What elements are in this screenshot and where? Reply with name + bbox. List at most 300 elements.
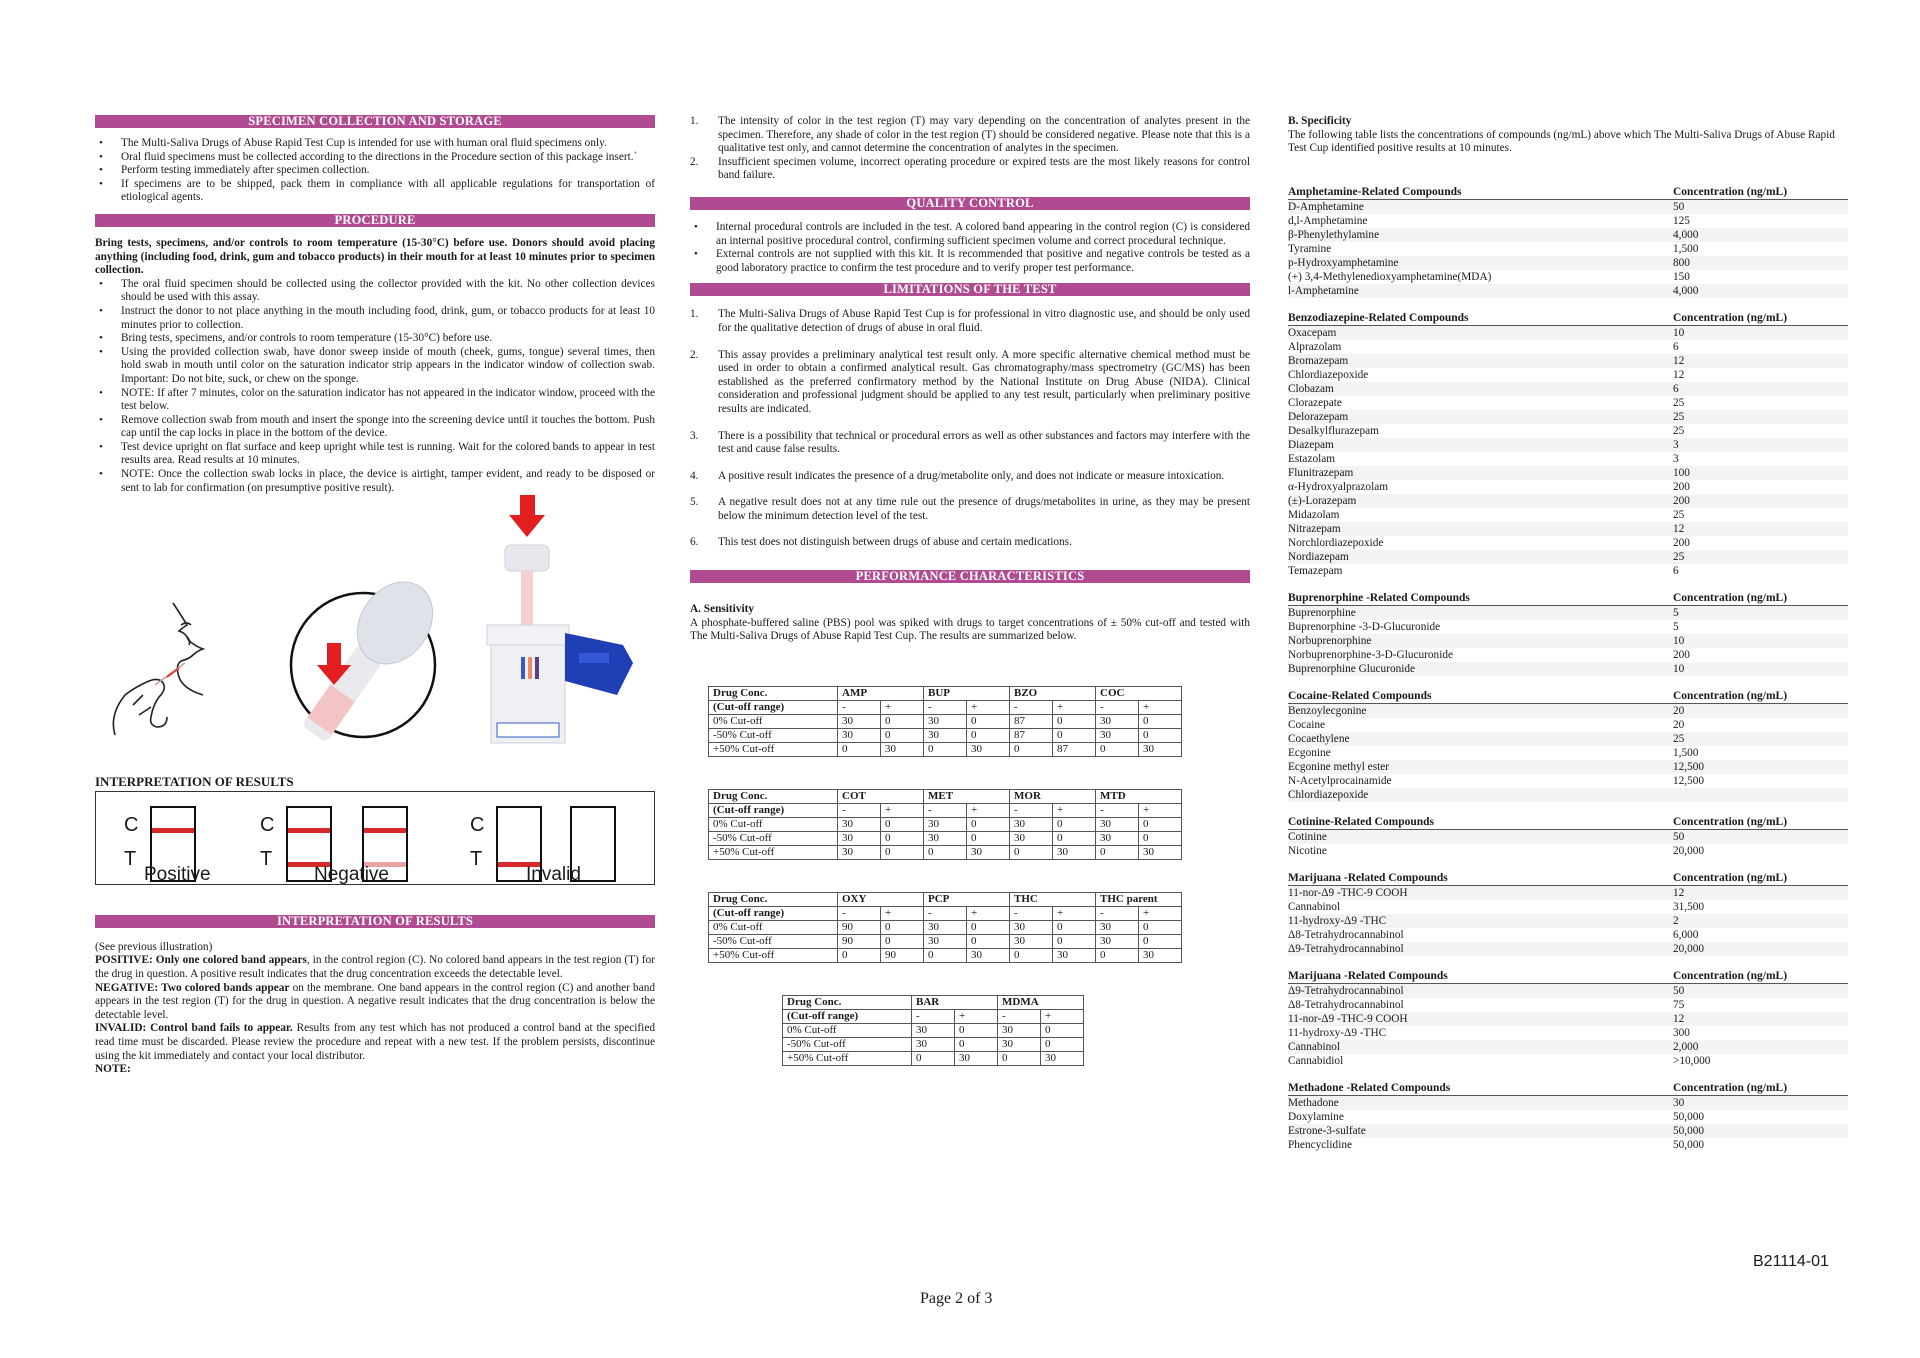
table-row <box>1288 256 1848 270</box>
specificity-group <box>1288 816 1848 858</box>
item-text: This assay provides a preliminary analytical test result only. A more specific alternative chemical method must be used in order to obtain a confirmed analytical result. Gas chromatography/mass spectrometry (GC/MS) has been established as the preferred confirmatory method by the National Institute on Drug Abuse (NIDA). Clinical consideration and professional judgment should be applied to any test result, particularly when preliminary positive results are indicated. <box>718 348 1250 415</box>
label-negative: Negative <box>314 863 389 885</box>
section-header-specimen: SPECIMEN COLLECTION AND STORAGE <box>95 115 655 128</box>
compound-name: Bromazepam <box>1288 354 1349 367</box>
label-invalid: Invalid <box>526 863 581 885</box>
table-cell: 30 <box>1053 948 1096 962</box>
table-cell: 30 <box>924 728 967 742</box>
list-item: • Perform testing immediately after specimen collection. <box>121 164 655 178</box>
specificity-header <box>1288 312 1848 326</box>
list-item: • Using the provided collection swab, have donor sweep inside of mouth (cheek, gums, tongue) several times, then hold swab in mouth until color on the saturation indicator strip appears in the indicator window of collection swab. Important: Do not bite, suck, or chew on the sponge. <box>121 346 655 387</box>
negative-desc: on the membrane. One band appears in the control region (C) and another band appears in the test region (T) for the drug in question. A negative result indicates that the drug concentration is below the detectable level. <box>95 981 655 1021</box>
item-text: There is a possibility that technical or procedural errors as well as other substances and factors may interfere with the test and cause false results. <box>718 429 1250 456</box>
row-label: 0% Cut-off <box>709 817 838 831</box>
limitations-list <box>690 308 1250 550</box>
compound-name: Δ9-Tetrahydrocannabinol <box>1288 984 1404 997</box>
compound-concentration: 10 <box>1673 634 1685 647</box>
table-cell: 30 <box>1010 934 1053 948</box>
table-row <box>1288 270 1848 284</box>
table-cell: 0 <box>1053 714 1096 728</box>
list-item <box>690 155 1250 183</box>
concentration-header: Concentration (ng/mL) <box>1673 871 1788 884</box>
compound-concentration: 6 <box>1673 382 1679 395</box>
compound-concentration: 3 <box>1673 438 1679 451</box>
compound-concentration: 300 <box>1673 1026 1690 1039</box>
compound-concentration: 1,500 <box>1673 746 1699 759</box>
header-drug: BUP <box>924 686 1010 700</box>
compound-concentration: 20 <box>1673 718 1685 731</box>
item-number: 1. <box>690 115 699 127</box>
row-label: +50% Cut-off <box>783 1051 912 1065</box>
compound-name: (±)-Lorazepam <box>1288 494 1357 507</box>
table-row <box>709 817 1182 831</box>
list-item <box>690 348 1250 417</box>
compound-name: Cannabinol <box>1288 1040 1341 1053</box>
header-sign: + <box>1139 803 1182 817</box>
table-row <box>1288 480 1848 494</box>
table-row <box>1288 1110 1848 1124</box>
table-cell: 30 <box>838 831 881 845</box>
compound-concentration: 5 <box>1673 606 1679 619</box>
table-row <box>1288 998 1848 1012</box>
compound-name: Benzoylecgonine <box>1288 704 1367 717</box>
list-item: • NOTE: Once the collection swab locks in place, the device is airtight, tamper evident, and ready to be disposed or sent to lab for confirmation (on presumptive positive result). <box>121 468 655 495</box>
header-drug: BZO <box>1010 686 1096 700</box>
compound-concentration: 3 <box>1673 452 1679 465</box>
header-sign: - <box>1096 803 1139 817</box>
compound-name: Temazepam <box>1288 564 1343 577</box>
compound-name: Δ8-Tetrahydrocannabinol <box>1288 998 1404 1011</box>
compound-concentration: 50,000 <box>1673 1138 1705 1151</box>
list-item: • Test device upright on flat surface and keep upright while test is running. Wait for the colored bands to appear in test results area. Read results at 10 minutes. <box>121 441 655 468</box>
table-cell: 30 <box>1096 728 1139 742</box>
section-header-limitations: LIMITATIONS OF THE TEST <box>690 283 1250 296</box>
item-number: 1. <box>690 308 699 321</box>
table-cell: 0 <box>1096 845 1139 859</box>
table-cell: 0 <box>881 817 924 831</box>
sensitivity-text: A phosphate-buffered saline (PBS) pool was spiked with drugs to target concentrations of ± 50% cut-off and tested with The Multi-Saliva Drugs of Abuse Rapid Test Cup. The results are summarized below. <box>690 616 1250 643</box>
compound-concentration: 20 <box>1673 704 1685 717</box>
table-row <box>1288 508 1848 522</box>
table-row <box>709 742 1182 756</box>
table-row <box>1288 1040 1848 1054</box>
compound-concentration: 75 <box>1673 998 1685 1011</box>
table-row <box>1288 648 1848 662</box>
table-cell: 0 <box>1139 817 1182 831</box>
table-row <box>1288 830 1848 844</box>
illustration-svg <box>95 495 655 775</box>
table-cell: 0 <box>838 948 881 962</box>
table-cell: 30 <box>838 728 881 742</box>
compound-name: Cannabidiol <box>1288 1054 1344 1067</box>
section-header-procedure: PROCEDURE <box>95 214 655 227</box>
compound-concentration: 4,000 <box>1673 228 1699 241</box>
table-row <box>1288 494 1848 508</box>
group-name: Marijuana -Related Compounds <box>1288 969 1448 982</box>
table-cell: 30 <box>912 1037 955 1051</box>
table-row <box>783 1023 1084 1037</box>
note-label: NOTE: <box>95 1063 131 1076</box>
concentration-header: Concentration (ng/mL) <box>1673 1081 1788 1094</box>
header-cutoff-range: (Cut-off range) <box>783 1009 912 1023</box>
compound-name: Chlordiazepoxide <box>1288 368 1369 381</box>
table-row <box>1288 774 1848 788</box>
table-row <box>1288 732 1848 746</box>
compound-name: 11-hydroxy-Δ9 -THC <box>1288 914 1387 927</box>
compound-concentration: 50,000 <box>1673 1124 1705 1137</box>
table-cell: 0 <box>967 714 1010 728</box>
table-row <box>1288 522 1848 536</box>
table-row <box>1288 536 1848 550</box>
compound-concentration: 30 <box>1673 1096 1685 1109</box>
specificity-header <box>1288 872 1848 886</box>
compound-concentration: 25 <box>1673 508 1685 521</box>
row-label: 0% Cut-off <box>783 1023 912 1037</box>
table-cell: 0 <box>1139 934 1182 948</box>
table-cell: 0 <box>967 934 1010 948</box>
c-label: C <box>260 813 275 836</box>
compound-concentration: 125 <box>1673 214 1690 227</box>
concentration-header: Concentration (ng/mL) <box>1673 969 1788 982</box>
header-sign: - <box>924 906 967 920</box>
row-label: +50% Cut-off <box>709 948 838 962</box>
concentration-header: Concentration (ng/mL) <box>1673 185 1788 198</box>
compound-concentration: 200 <box>1673 480 1690 493</box>
table-cell: 0 <box>1139 714 1182 728</box>
specificity-header <box>1288 816 1848 830</box>
c-label: C <box>124 813 139 836</box>
compound-name: 11-hydroxy-Δ9 -THC <box>1288 1026 1387 1039</box>
table-row <box>783 1051 1084 1065</box>
header-sign: + <box>1053 906 1096 920</box>
table-cell: 0 <box>967 728 1010 742</box>
header-drug-conc: Drug Conc. <box>709 789 838 803</box>
row-label: +50% Cut-off <box>709 845 838 859</box>
specificity-group <box>1288 312 1848 578</box>
table-cell: 0 <box>1053 728 1096 742</box>
compound-concentration: 10 <box>1673 662 1685 675</box>
group-name: Buprenorphine -Related Compounds <box>1288 591 1470 604</box>
table-cell: 0 <box>1139 920 1182 934</box>
list-item: • Remove collection swab from mouth and insert the sponge into the screening device until it touches the bottom. Push cap until the cap locks in place in the bottom of the device. <box>121 414 655 441</box>
t-label: T <box>470 847 483 870</box>
header-drug-conc: Drug Conc. <box>709 686 838 700</box>
c-label: C <box>470 813 485 836</box>
quality-list <box>690 221 1250 275</box>
compound-name: Tyramine <box>1288 242 1332 255</box>
table-cell: 30 <box>1010 831 1053 845</box>
sensitivity-title: A. Sensitivity <box>690 603 755 616</box>
list-item: • Instruct the donor to not place anything in the mouth including food, drink, gum, or tobacco products for at least 10 minutes prior to collection. <box>121 305 655 332</box>
table-cell: 30 <box>998 1037 1041 1051</box>
table-cell: 90 <box>838 934 881 948</box>
table-cell: 30 <box>924 831 967 845</box>
compound-name: Flunitrazepam <box>1288 466 1354 479</box>
header-cutoff-range: (Cut-off range) <box>709 700 838 714</box>
table-cell: 90 <box>881 948 924 962</box>
table-cell: 0 <box>924 845 967 859</box>
table-cell: 30 <box>1096 934 1139 948</box>
compound-concentration: 200 <box>1673 648 1690 661</box>
table-cell: 0 <box>967 920 1010 934</box>
table-row <box>1288 760 1848 774</box>
positive-text <box>95 954 655 981</box>
section-header-quality: QUALITY CONTROL <box>690 197 1250 210</box>
compound-concentration: 2,000 <box>1673 1040 1699 1053</box>
compound-concentration: 50 <box>1673 200 1685 213</box>
positive-desc: , in the control region (C). No colored band appears in the test region (T) for the drug in question. A positive result indicates that the drug concentration exceeds the detectable level. <box>95 954 655 981</box>
table-cell: 0 <box>1041 1037 1084 1051</box>
table-cell: 30 <box>1096 817 1139 831</box>
table-cell: 87 <box>1010 714 1053 728</box>
compound-name: Estrone-3-sulfate <box>1288 1124 1366 1137</box>
concentration-header: Concentration (ng/mL) <box>1673 815 1788 828</box>
table-cell: 30 <box>1010 920 1053 934</box>
header-sign: + <box>1053 803 1096 817</box>
table-cell: 87 <box>1010 728 1053 742</box>
compound-concentration: 25 <box>1673 410 1685 423</box>
header-drug: MET <box>924 789 1010 803</box>
notes-list <box>690 115 1250 183</box>
table-row <box>1288 396 1848 410</box>
item-text: The Multi-Saliva Drugs of Abuse Rapid Test Cup is for professional in vitro diagnostic use, and should be only used for the qualitative detection of drugs of abuse in oral fluid. <box>718 308 1250 334</box>
header-sign: + <box>1053 700 1096 714</box>
table-row <box>709 920 1182 934</box>
list-item <box>690 429 1250 457</box>
compound-concentration: 200 <box>1673 536 1690 549</box>
specificity-group <box>1288 592 1848 676</box>
list-item <box>690 536 1250 550</box>
table-cell: 0 <box>912 1051 955 1065</box>
table-row <box>1288 1026 1848 1040</box>
table-cell: 0 <box>924 742 967 756</box>
negative-text <box>95 982 655 1023</box>
table-cell: 0 <box>838 742 881 756</box>
control-band <box>288 828 330 833</box>
item-number: 6. <box>690 536 699 549</box>
compound-concentration: 6,000 <box>1673 928 1699 941</box>
table-row <box>1288 914 1848 928</box>
list-item: • External controls are not supplied with this kit. It is recommended that positive and negative controls be tested as a good laboratory practice to confirm the test procedure and to verify proper test performance. <box>716 248 1250 275</box>
table-cell: 0 <box>924 948 967 962</box>
table-cell: 30 <box>967 742 1010 756</box>
table-cell: 0 <box>1096 948 1139 962</box>
list-item: • If specimens are to be shipped, pack them in compliance with all applicable regulations for transportation of etiological agents. <box>121 178 655 205</box>
compound-name: Δ9-Tetrahydrocannabinol <box>1288 942 1404 955</box>
table-row <box>1288 620 1848 634</box>
header-cutoff-range: (Cut-off range) <box>709 803 838 817</box>
item-number: 2. <box>690 155 699 168</box>
compound-concentration: 12 <box>1673 368 1685 381</box>
list-item: • The oral fluid specimen should be collected using the collector provided with the kit. No other collection devices should be used with this assay. <box>121 278 655 305</box>
table-cell: 0 <box>967 817 1010 831</box>
table-cell: 0 <box>1010 948 1053 962</box>
compound-name: Nicotine <box>1288 844 1327 857</box>
table-cell: 90 <box>838 920 881 934</box>
table-row <box>709 934 1182 948</box>
header-drug-conc: Drug Conc. <box>783 995 912 1009</box>
table-cell: 30 <box>881 742 924 756</box>
control-band <box>364 828 406 833</box>
table-row <box>1288 606 1848 620</box>
table-cell: 0 <box>881 728 924 742</box>
table-cell: 0 <box>1139 831 1182 845</box>
item-text: The intensity of color in the test region (T) may vary depending on the concentration of analytes present in the specimen. Therefore, any shade of color in the test region (T) should be considered negative. Please note that this is a qualitative test only, and cannot determine the concentration of analytes in the specimen. <box>718 115 1250 155</box>
table-row <box>1288 228 1848 242</box>
compound-name: Norchlordiazepoxide <box>1288 536 1384 549</box>
face-swab-icon <box>113 603 203 735</box>
compound-concentration: 50,000 <box>1673 1110 1705 1123</box>
header-sign: + <box>955 1009 998 1023</box>
table-cell: 0 <box>1096 742 1139 756</box>
compound-concentration: 12 <box>1673 354 1685 367</box>
specificity-header <box>1288 186 1848 200</box>
specificity-title: B. Specificity <box>1288 115 1352 127</box>
table-cell: 0 <box>955 1037 998 1051</box>
compound-name: Norbuprenorphine <box>1288 634 1372 647</box>
section-header-interpretation: INTERPRETATION OF RESULTS <box>95 915 655 928</box>
table-row <box>1288 214 1848 228</box>
list-item <box>690 308 1250 335</box>
table-row <box>1288 662 1848 676</box>
table-row <box>709 948 1182 962</box>
table-cell: 30 <box>967 845 1010 859</box>
table-cell: 30 <box>955 1051 998 1065</box>
compound-concentration: 25 <box>1673 396 1685 409</box>
table-row <box>1288 984 1848 998</box>
table-cell: 30 <box>1139 948 1182 962</box>
specificity-group <box>1288 1082 1848 1152</box>
positive-bold: POSITIVE: Only one colored band appears <box>95 954 307 967</box>
table-cell: 0 <box>955 1023 998 1037</box>
specificity-text: The following table lists the concentrations of compounds (ng/mL) above which The Multi-Saliva Drugs of Abuse Rapid Test Cup identified positive results at 10 minutes. <box>1288 128 1835 155</box>
specificity-header <box>1288 1082 1848 1096</box>
table-row <box>1288 284 1848 298</box>
compound-name: (+) 3,4-Methylenedioxyamphetamine(MDA) <box>1288 270 1492 283</box>
table-row <box>1288 1138 1848 1152</box>
table-row <box>1288 900 1848 914</box>
sensitivity-table <box>708 789 1182 860</box>
header-drug: MTD <box>1096 789 1182 803</box>
compound-concentration: 20,000 <box>1673 942 1705 955</box>
compound-concentration: 25 <box>1673 732 1685 745</box>
document-code: B21114-01 <box>1753 1253 1829 1270</box>
label-positive: Positive <box>144 863 211 885</box>
compound-name: Phencyclidine <box>1288 1138 1352 1151</box>
item-number: 3. <box>690 429 699 442</box>
compound-name: l-Amphetamine <box>1288 284 1359 297</box>
section-header-performance: PERFORMANCE CHARACTERISTICS <box>690 570 1250 583</box>
group-name: Methadone -Related Compounds <box>1288 1081 1451 1094</box>
header-sign: + <box>1139 700 1182 714</box>
sensitivity-table <box>782 995 1084 1066</box>
table-row <box>1288 368 1848 382</box>
compound-concentration: 150 <box>1673 270 1690 283</box>
list-item: • NOTE: If after 7 minutes, color on the saturation indicator has not appeared in the indicator window, proceed with the test below. <box>121 387 655 414</box>
row-label: -50% Cut-off <box>709 728 838 742</box>
compound-concentration: 31,500 <box>1673 900 1705 913</box>
compound-concentration: 25 <box>1673 424 1685 437</box>
compound-name: Ecgonine methyl ester <box>1288 760 1390 773</box>
item-text: Insufficient specimen volume, incorrect operating procedure or expired tests are the most likely reasons for control band failure. <box>718 155 1250 182</box>
compound-name: N-Acetylprocainamide <box>1288 774 1392 787</box>
compound-name: Nordiazepam <box>1288 550 1349 563</box>
table-cell: 30 <box>998 1023 1041 1037</box>
compound-name: Estazolam <box>1288 452 1336 465</box>
header-drug-conc: Drug Conc. <box>709 892 838 906</box>
table-row <box>1288 452 1848 466</box>
compound-concentration: 2 <box>1673 914 1679 927</box>
table-cell: 0 <box>881 831 924 845</box>
header-drug: BAR <box>912 995 998 1009</box>
header-sign: + <box>1041 1009 1084 1023</box>
table-cell: 0 <box>967 831 1010 845</box>
header-cutoff-range: (Cut-off range) <box>709 906 838 920</box>
group-name: Benzodiazepine-Related Compounds <box>1288 311 1469 324</box>
header-sign: + <box>881 700 924 714</box>
row-label: -50% Cut-off <box>709 934 838 948</box>
table-cell: 30 <box>924 714 967 728</box>
see-previous: (See previous illustration) <box>95 940 213 953</box>
specificity-group <box>1288 872 1848 956</box>
table-cell: 30 <box>1041 1051 1084 1065</box>
table-row <box>1288 1012 1848 1026</box>
header-sign: - <box>998 1009 1041 1023</box>
list-item <box>690 469 1250 484</box>
table-cell: 30 <box>1139 742 1182 756</box>
compound-name: d,l-Amphetamine <box>1288 214 1368 227</box>
table-cell: 30 <box>1053 845 1096 859</box>
table-row <box>1288 746 1848 760</box>
column-right <box>1288 115 1848 1166</box>
compound-concentration: 12 <box>1673 522 1685 535</box>
table-cell: 0 <box>1053 920 1096 934</box>
page-number: Page 2 of 3 <box>920 1290 993 1307</box>
group-name: Cotinine-Related Compounds <box>1288 815 1435 828</box>
compound-concentration: 800 <box>1673 256 1690 269</box>
procedure-intro: Bring tests, specimens, and/or controls to room temperature (15-30°C) before use. Donors should avoid placing anything (including food, drink, gum and tobacco products) in their mouth for at least 10 minutes prior to specimen collection. <box>95 236 655 277</box>
table-cell: 30 <box>1139 845 1182 859</box>
test-cup-icon <box>487 495 633 743</box>
header-drug: MOR <box>1010 789 1096 803</box>
list-item: • Internal procedural controls are included in the test. A colored band appearing in the control region (C) is considered an internal positive procedural control, confirming sufficient specimen volume and correct procedural technique. <box>716 221 1250 248</box>
compound-concentration: 12,500 <box>1673 774 1705 787</box>
compound-name: Ecgonine <box>1288 746 1331 759</box>
t-label: T <box>260 847 273 870</box>
table-row <box>1288 942 1848 956</box>
compound-concentration: 12,500 <box>1673 760 1705 773</box>
compound-name: Buprenorphine -3-D-Glucuronide <box>1288 620 1441 633</box>
table-cell: 0 <box>1053 817 1096 831</box>
table-cell: 0 <box>1010 845 1053 859</box>
table-row <box>1288 718 1848 732</box>
table-cell: 30 <box>1096 714 1139 728</box>
compound-concentration: 1,500 <box>1673 242 1699 255</box>
table-cell: 30 <box>924 817 967 831</box>
specificity-group <box>1288 970 1848 1068</box>
specificity-group <box>1288 186 1848 298</box>
sensitivity-tables <box>690 686 1250 1066</box>
item-text: A negative result does not at any time rule out the presence of drugs/metabolites in urine, as they may be present below the minimum detection level of the test. <box>718 496 1250 522</box>
compound-name: Cocaine <box>1288 718 1326 731</box>
header-sign: - <box>838 803 881 817</box>
row-label: 0% Cut-off <box>709 920 838 934</box>
table-row <box>1288 326 1848 340</box>
item-number: 4. <box>690 469 699 482</box>
table-row <box>1288 1124 1848 1138</box>
item-number: 5. <box>690 496 699 509</box>
table-cell: 30 <box>838 817 881 831</box>
